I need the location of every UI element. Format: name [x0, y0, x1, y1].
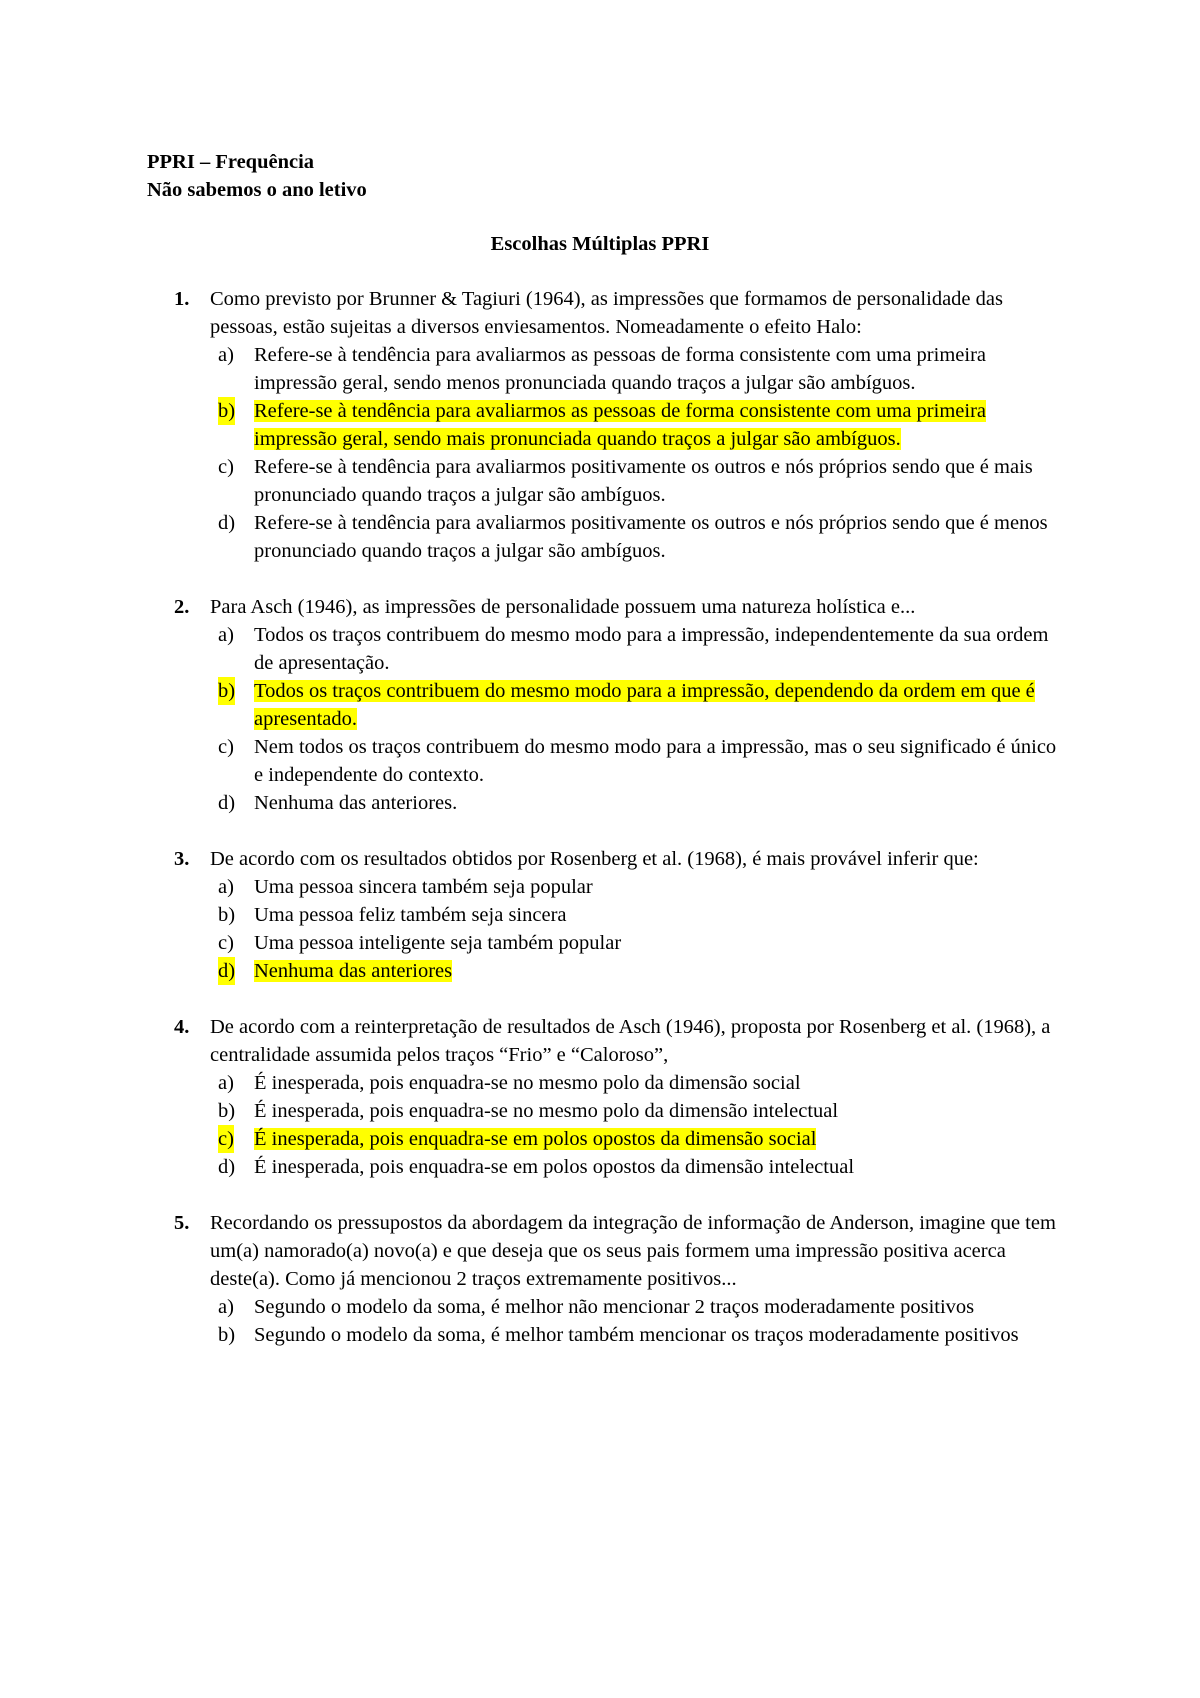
question-text: Como previsto por Brunner & Tagiuri (1964), as impressões que formamos de personalidade das pessoas, estão sujeitas a diversos enviesamentos. Nomeadamente o efeito Halo: [210, 288, 1003, 338]
option-letter: c) [218, 1125, 234, 1153]
option-letter: d) [218, 512, 236, 534]
option-text: É inesperada, pois enquadra-se em polos opostos da dimensão intelectual [254, 1156, 855, 1178]
option-text: É inesperada, pois enquadra-se no mesmo polo da dimensão social [254, 1072, 801, 1094]
option-text: Uma pessoa feliz também seja sincera [254, 904, 567, 926]
option-letter: d) [218, 1156, 236, 1178]
answer-option [210, 453, 1067, 509]
option-text: Uma pessoa inteligente seja também popular [254, 932, 622, 954]
option-letter: b) [218, 677, 235, 705]
answer-option-highlighted [210, 1125, 1067, 1153]
question-number: 3. [174, 848, 190, 870]
question-text: Recordando os pressupostos da abordagem da integração de informação de Anderson, imagine que tem um(a) namorado(a) novo(a) e que deseja que os seus pais formem uma impressão positiva acerca deste(a). Como já mencionou 2 traços extremamente positivos... [210, 1212, 1056, 1290]
option-text: Segundo o modelo da soma, é melhor não mencionar 2 traços moderadamente positivos [254, 1296, 975, 1318]
option-text: Todos os traços contribuem do mesmo modo para a impressão, dependendo da ordem em que é apresentado. [254, 680, 1035, 730]
option-letter: d) [218, 792, 236, 814]
option-letter: a) [218, 1296, 234, 1318]
answer-option [210, 901, 1067, 929]
question-number: 2. [174, 596, 190, 618]
question-list [147, 285, 1067, 1377]
option-text: Refere-se à tendência para avaliarmos as pessoas de forma consistente com uma primeira impressão geral, sendo mais pronunciada quando traços a julgar são ambíguos. [254, 400, 986, 450]
answer-option [210, 621, 1067, 677]
option-letter: c) [218, 736, 234, 758]
option-letter: a) [218, 1072, 234, 1094]
option-letter: b) [218, 1324, 236, 1346]
option-text: Todos os traços contribuem do mesmo modo para a impressão, independentemente da sua ordem de apresentação. [254, 624, 1049, 674]
question-item [147, 285, 1067, 565]
academic-year-note: Não sabemos o ano letivo [147, 179, 367, 201]
question-text: De acordo com os resultados obtidos por Rosenberg et al. (1968), é mais provável inferir que: [210, 848, 979, 870]
question-text: De acordo com a reinterpretação de resultados de Asch (1946), proposta por Rosenberg et al. (1968), a centralidade assumida pelos traços “Frio” e “Caloroso”, [210, 1016, 1051, 1066]
option-letter: c) [218, 932, 234, 954]
answer-options [210, 621, 1067, 817]
option-letter: a) [218, 876, 234, 898]
option-letter: a) [218, 344, 234, 366]
question-item [147, 1013, 1067, 1181]
question-text: Para Asch (1946), as impressões de personalidade possuem uma natureza holística e... [210, 596, 916, 618]
answer-option [210, 929, 1067, 957]
answer-options [210, 1069, 1067, 1181]
option-letter: d) [218, 957, 235, 985]
answer-option [210, 789, 1067, 817]
answer-option-highlighted [210, 957, 1067, 985]
option-text: É inesperada, pois enquadra-se em polos opostos da dimensão social [254, 1128, 817, 1150]
question-item [147, 593, 1067, 817]
answer-option-highlighted [210, 677, 1067, 733]
option-letter: c) [218, 456, 234, 478]
answer-option-highlighted [210, 397, 1067, 453]
option-text: Refere-se à tendência para avaliarmos positivamente os outros e nós próprios sendo que é menos pronunciado quando traços a julgar são ambíguos. [254, 512, 1048, 562]
answer-options [210, 341, 1067, 565]
answer-option [210, 1069, 1067, 1097]
option-text: Nenhuma das anteriores [254, 960, 453, 982]
course-title: PPRI – Frequência [147, 151, 315, 173]
answer-option [210, 509, 1067, 565]
option-letter: a) [218, 624, 234, 646]
question-item [147, 1209, 1067, 1349]
answer-option [210, 1321, 1067, 1349]
answer-option [210, 1293, 1067, 1321]
option-text: Refere-se à tendência para avaliarmos positivamente os outros e nós próprios sendo que é mais pronunciado quando traços a julgar são ambíguos. [254, 456, 1033, 506]
option-letter: b) [218, 397, 235, 425]
question-number: 5. [174, 1212, 190, 1234]
page-title: Escolhas Múltiplas PPRI [490, 233, 710, 255]
answer-options [210, 873, 1067, 985]
option-text: Uma pessoa sincera também seja popular [254, 876, 593, 898]
answer-option [210, 341, 1067, 397]
question-number: 1. [174, 288, 190, 310]
question-item [147, 845, 1067, 985]
option-text: Nenhuma das anteriores. [254, 792, 458, 814]
option-text: Segundo o modelo da soma, é melhor também mencionar os traços moderadamente positivos [254, 1324, 1019, 1346]
answer-option [210, 873, 1067, 901]
option-text: É inesperada, pois enquadra-se no mesmo polo da dimensão intelectual [254, 1100, 839, 1122]
answer-option [210, 733, 1067, 789]
answer-option [210, 1097, 1067, 1125]
option-text: Refere-se à tendência para avaliarmos as pessoas de forma consistente com uma primeira impressão geral, sendo menos pronunciada quando traços a julgar são ambíguos. [254, 344, 986, 394]
document-header [147, 148, 367, 204]
answer-options [210, 1293, 1067, 1349]
option-text: Nem todos os traços contribuem do mesmo modo para a impressão, mas o seu significado é único e independente do contexto. [254, 736, 1057, 786]
question-number: 4. [174, 1016, 190, 1038]
answer-option [210, 1153, 1067, 1181]
option-letter: b) [218, 904, 236, 926]
option-letter: b) [218, 1100, 236, 1122]
